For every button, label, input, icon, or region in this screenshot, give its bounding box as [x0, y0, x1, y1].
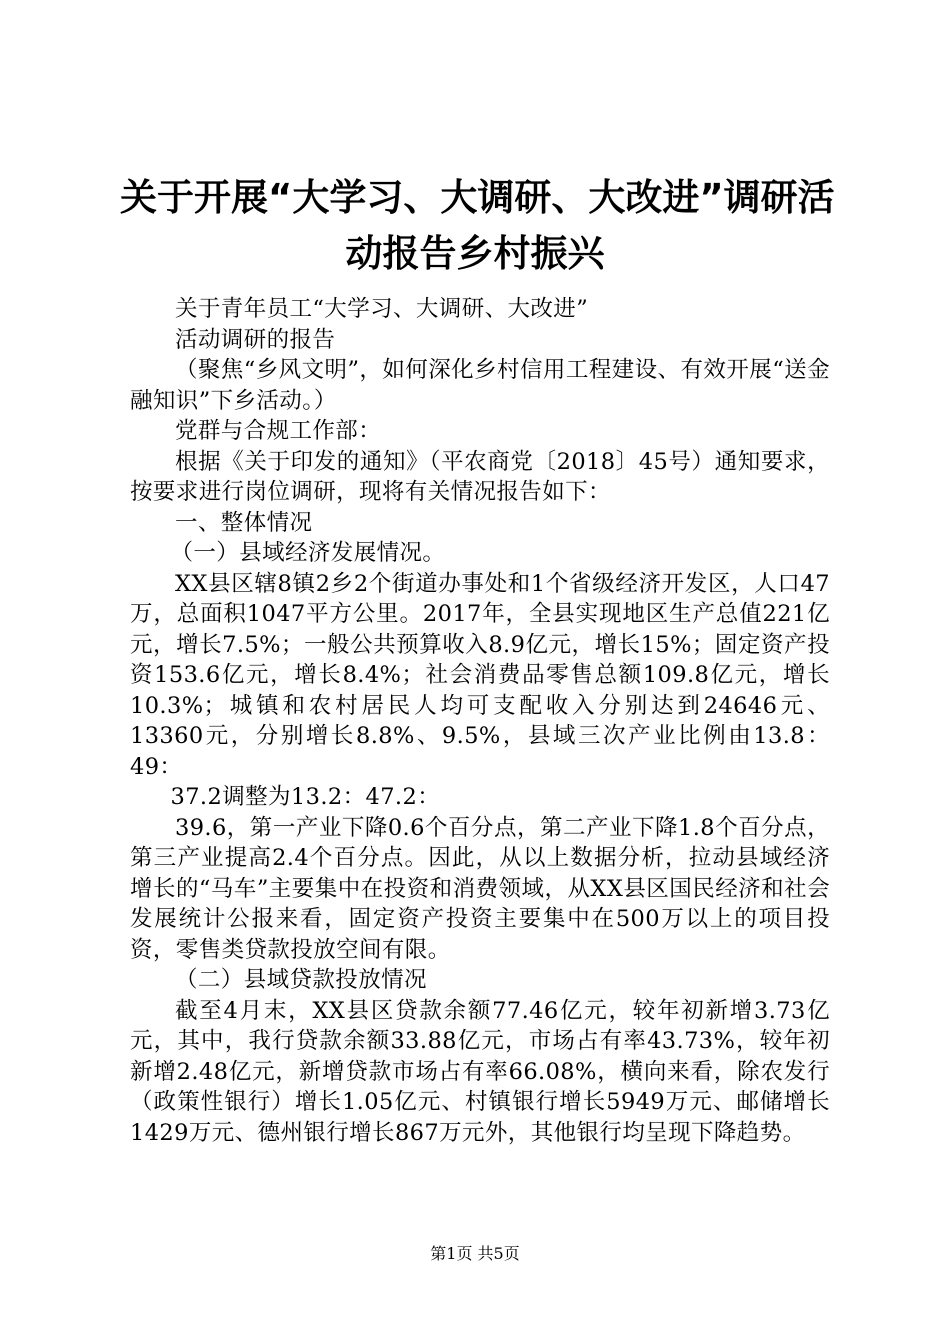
- title-line-1: 关于开展“大学习、大调研、大改进”调研活: [120, 176, 835, 219]
- paragraph-intro: 根据《关于印发的通知》（平农商党〔2018〕45号）通知要求，按要求进行岗位调研，现将有关情况报告如下：: [130, 448, 830, 505]
- document-body: [130, 294, 830, 1148]
- paragraph-addressee: 党群与合规工作部：: [175, 418, 382, 444]
- page-footer: 第1页 共5页: [430, 1244, 520, 1263]
- paragraph-economy: XX县区辖8镇2乡2个街道办事处和1个省级经济开发区，人口47万，总面积1047平方公里。2017年，全县实现地区生产总值221亿元，增长7.5%；一般公共预算收入8.9亿元，增长15%；固定资产投资153.6亿元，增长8.4%；社会消费品零售总额109.8亿元，增长10.3%；城镇和农村居民人均可支配收入分别达到24646元、13360元，分别增长8.8%、9.5%，县域三次产业比例由13.8：49：: [130, 570, 830, 780]
- paragraph-ratio: 37.2调整为13.2：47.2：: [170, 784, 441, 810]
- title-line-2: 动报告乡村振兴: [345, 232, 605, 275]
- subsection-heading-loans: （二）县域贷款投放情况: [175, 967, 427, 993]
- paragraph-focus: （聚焦“乡风文明”，如何深化乡村信用工程建设、有效开展“送金融知识”下乡活动。）: [130, 357, 830, 414]
- paragraph-loans: 截至4月末，XX县区贷款余额77.46亿元，较年初新增3.73亿元，其中，我行贷款余额33.88亿元，市场占有率43.73%，较年初新增2.48亿元，新增贷款市场占有率66.08%，横向来看，除农发行（政策性银行）增长1.05亿元、村镇银行增长5949万元、邮储增长1429万元、德州银行增长867万元外，其他银行均呈现下降趋势。: [130, 997, 830, 1146]
- subsection-heading-economy: （一）县域经济发展情况。: [170, 540, 446, 566]
- paragraph-heading-1: 关于青年员工“大学习、大调研、大改进”: [175, 296, 589, 322]
- paragraph-analysis: 39.6，第一产业下降0.6个百分点，第二产业下降1.8个百分点，第三产业提高2.4个百分点。因此，从以上数据分析，拉动县域经济增长的“马车”主要集中在投资和消费领域，从XX县区国民经济和社会发展统计公报来看，固定资产投资主要集中在500万以上的项目投资，零售类贷款投放空间有限。: [130, 814, 830, 963]
- section-heading-overall: 一、整体情况: [175, 509, 313, 536]
- document-title: [120, 170, 835, 282]
- paragraph-heading-2: 活动调研的报告: [175, 326, 336, 353]
